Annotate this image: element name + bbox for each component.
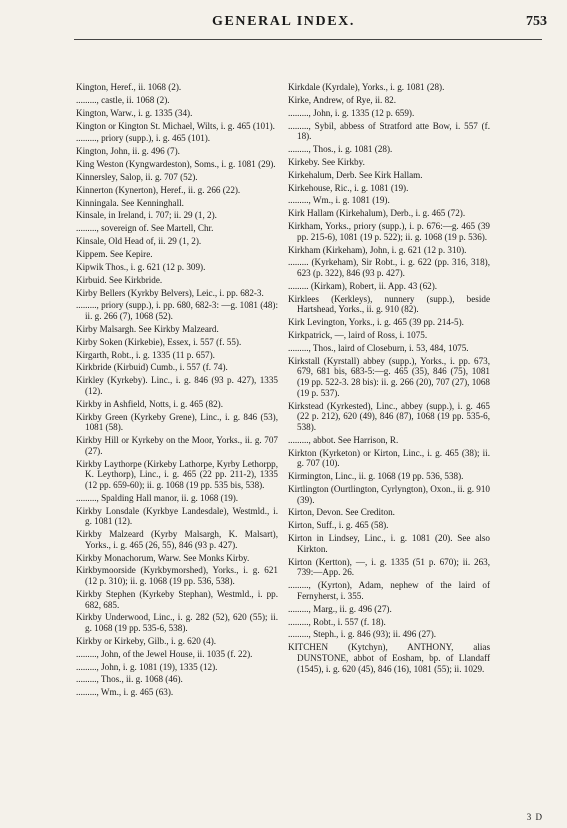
index-entry: Kirbuid. See Kirkbride.: [76, 274, 163, 285]
index-entry: Kirkby Lonsdale (Kyrkbye Landesdale), Westmld., i. g. 1081 (12).: [76, 505, 278, 527]
index-entry: Kippem. See Kepire.: [76, 248, 153, 259]
index-entry: Kirkby Green (Kyrkeby Grene), Linc., i. g. 846 (53), 1081 (58).: [76, 411, 278, 433]
index-entry: Kirkstall (Kyrstall) abbey (supp.), Yorks., i. pp. 673, 679, 681 bis, 683-5:—g. 465 (35), 846 (75), 1081 (19 pp. 522-3. 28 bis): ii. g. 266 (20), 707 (27), 1068 (19 p. 537).: [288, 355, 490, 398]
index-entry: ........., Wm., i. g. 1081 (19).: [288, 195, 390, 206]
index-entry: Kirkehouse, Ric., i. g. 1081 (19).: [288, 182, 409, 193]
index-entry: Kirkham (Kirkeham), John, i. g. 621 (12 p. 310).: [288, 244, 467, 255]
index-entry: Kirkbymoorside (Kyrkbymorshed), Yorks., i. g. 621 (12 p. 310); ii. g. 1068 (19 pp. 536, 538).: [76, 565, 278, 587]
index-entry: ........., Marg., ii. g. 496 (27).: [288, 603, 392, 614]
index-entry: Kirkley (Kyrkeby). Linc., i. g. 846 (93 p. 427), 1335 (12).: [76, 375, 278, 396]
index-entry: ........., sovereign of. See Martell, Chr.: [76, 223, 214, 234]
index-entry: ........., Thos., laird of Closeburn, i. 53, 484, 1075.: [288, 342, 469, 353]
index-entry: ........., priory (supp.), i. g. 465 (101).: [76, 133, 211, 144]
index-entry: ........., Sybil, abbess of Stratford atte Bow, i. 557 (f. 18).: [288, 120, 490, 142]
index-entry: ........., John, i. g. 1081 (19), 1335 (12).: [76, 661, 218, 672]
index-entry: Kirmington, Linc., ii. g. 1068 (19 pp. 536, 538).: [288, 471, 464, 482]
index-entry: ........., John, of the Jewel House, ii. 1035 (f. 22).: [76, 648, 253, 659]
index-entry: Kirkdale (Kyrdale), Yorks., i. g. 1081 (28).: [288, 82, 445, 92]
index-entry: Kirkby or Kirkeby, Gilb., i. g. 620 (4).: [76, 635, 217, 646]
index-entry: Kinningala. See Kenninghall.: [76, 197, 184, 208]
index-entry: Kirkpatrick, —, laird of Ross, i. 1075.: [288, 330, 428, 341]
index-entry: ........., Spalding Hall manor, ii. g. 1068 (19).: [76, 492, 239, 503]
index-entry: Kirby Malsargh. See Kirkby Malzeard.: [76, 323, 219, 334]
page-number: 753: [526, 14, 547, 29]
index-entry: ......... (Kyrkeham), Sir Robt., i. g. 622 (pp. 316, 318), 623 (p. 322), 846 (93 p. 427).: [288, 257, 490, 279]
index-column-left: [76, 82, 278, 700]
index-entry: Kirkby in Ashfield, Notts, i. g. 465 (82).: [76, 398, 224, 409]
index-entry: Kirklees (Kerkleys), nunnery (supp.), beside Hartshead, Yorks., ii. g. 910 (82).: [288, 293, 490, 315]
index-entry: Kirkton (Kyrketon) or Kirton, Linc., i. g. 465 (38); ii. g. 707 (10).: [288, 447, 490, 469]
index-entry: Kinsale, in Ireland, i. 707; ii. 29 (1, 2).: [76, 210, 217, 221]
index-entry: Kirkby Stephen (Kyrkeby Stephan), Westmld., i. pp. 682, 685.: [76, 588, 278, 610]
index-entry: Kington, Heref., ii. 1068 (2).: [76, 82, 182, 92]
index-entry: King Weston (Kyngwardeston), Soms., i. g. 1081 (29).: [76, 159, 276, 170]
index-entry: Kirkby Hill or Kyrkeby on the Moor, Yorks., ii. g. 707 (27).: [76, 435, 278, 456]
index-entry: ........., castle, ii. 1068 (2).: [76, 94, 170, 105]
index-entry: Kirby Soken (Kirkebie), Essex, i. 557 (f. 55).: [76, 336, 242, 347]
index-entry: Kirkbride (Kirbuid) Cumb., i. 557 (f. 74).: [76, 362, 228, 373]
index-entry: ........., abbot. See Harrison, R.: [288, 434, 399, 445]
index-entry: Kirk Hallam (Kirkehalum), Derb., i. g. 465 (72).: [288, 208, 466, 219]
index-entry: ........., (Kyrton), Adam, nephew of the laird of Fernyherst, i. 355.: [288, 580, 490, 601]
index-entry: Kinsale, Old Head of, ii. 29 (1, 2).: [76, 236, 202, 247]
index-entry: Kington, John, ii. g. 496 (7).: [76, 146, 180, 157]
index-entry: Kirton, Suff., i. g. 465 (58).: [288, 520, 389, 531]
index-entry: Kirton in Lindsey, Linc., i. g. 1081 (20). See also Kirkton.: [288, 533, 490, 554]
index-entry: Kipwik Thos., i. g. 621 (12 p. 309).: [76, 261, 206, 272]
index-entry: Kirkehalum, Derb. See Kirk Hallam.: [288, 169, 423, 180]
index-entry: Kinnersley, Salop, ii. g. 707 (52).: [76, 171, 198, 182]
index-entry: Kinnerton (Kynerton), Heref., ii. g. 266 (22).: [76, 184, 241, 195]
index-entry: ........., priory (supp.), i. pp. 680, 682-3: —g. 1081 (48): ii. g. 266 (7), 1068 (52).: [76, 300, 278, 321]
page-header: [0, 14, 567, 36]
index-entry: Kington, Warw., i. g. 1335 (34).: [76, 107, 193, 118]
index-entry: ........., Thos., ii. g. 1068 (46).: [76, 674, 183, 685]
index-entry: Kirby Bellers (Kyrkby Belvers), Leic., i. pp. 682-3.: [76, 287, 264, 298]
index-entry: KITCHEN (Kytchyn), ANTHONY, alias DUNSTONE, abbot of Eosham, bp. of Llandaff (1545), i. g. 620 (45), 846 (16), 1081 (55); ii. 1029.: [288, 642, 490, 674]
index-entry: Kirtlington (Ourtlington, Cyrlyngton), Oxon., ii. g. 910 (39).: [288, 483, 490, 505]
index-entry: Kirkeby. See Kirkby.: [288, 156, 365, 167]
index-entry: Kirkham, Yorks., priory (supp.), i. p. 676:—g. 465 (39 pp. 215-6), 1081 (19 p. 522); ii. g. 1068 (19 p. 536).: [288, 221, 490, 242]
index-entry: Kirk Levington, Yorks., i. g. 465 (39 pp. 214-5).: [288, 317, 464, 328]
index-entry: Kirkstead (Kyrkested), Linc., abbey (supp.), i. g. 465 (22 p. 212), 620 (49), 846 (87), 1068 (19 pp. 535-6, 538).: [288, 400, 490, 432]
index-entry: ......... (Kirkam), Robert, ii. App. 43 (62).: [288, 280, 438, 291]
index-entry: Kirton, Devon. See Crediton.: [288, 507, 395, 518]
index-entry: ........., John, i. g. 1335 (12 p. 659).: [288, 107, 415, 118]
index-entry: Kirton (Kertton), —, i. g. 1335 (51 p. 670); ii. 263, 739:—App. 26.: [288, 556, 490, 578]
index-entry: Kirkby Underwood, Linc., i. g. 282 (52), 620 (55); ii. g. 1068 (19 pp. 535-6, 538).: [76, 612, 278, 634]
index-entry: ........., Robt., i. 557 (f. 18).: [288, 616, 386, 627]
index-entry: Kirkby Monachorum, Warw. See Monks Kirby.: [76, 552, 250, 563]
header-rule: [74, 39, 542, 40]
index-entry: Kirkby Malzeard (Kyrby Malsargh, K. Malsart), Yorks., i. g. 465 (26, 55), 846 (93 p. 427).: [76, 529, 278, 550]
index-entry: Kington or Kington St. Michael, Wilts, i. g. 465 (101).: [76, 120, 275, 131]
signature-mark: 3 D: [526, 812, 543, 822]
index-entry: ........., Wm., i. g. 465 (63).: [76, 687, 174, 698]
index-entry: Kirgarth, Robt., i. g. 1335 (11 p. 657).: [76, 349, 215, 360]
index-column-right: [288, 82, 490, 676]
index-entry: Kirke, Andrew, of Rye, ii. 82.: [288, 94, 397, 105]
running-title: GENERAL INDEX.: [212, 14, 355, 29]
index-entry: ........., Steph., i. g. 846 (93); ii. 496 (27).: [288, 629, 437, 640]
index-entry: Kirkby Laythorpe (Kirkeby Lathorpe, Kyrby Lethorpp, K. Leythorp), Linc., i. g. 465 (22 pp. 211-2), 1335 (12 pp. 659-60); ii. g. 1068 (19 pp. 535 bis, 538).: [76, 458, 278, 490]
index-entry: ........., Thos., i. g. 1081 (28).: [288, 144, 393, 155]
